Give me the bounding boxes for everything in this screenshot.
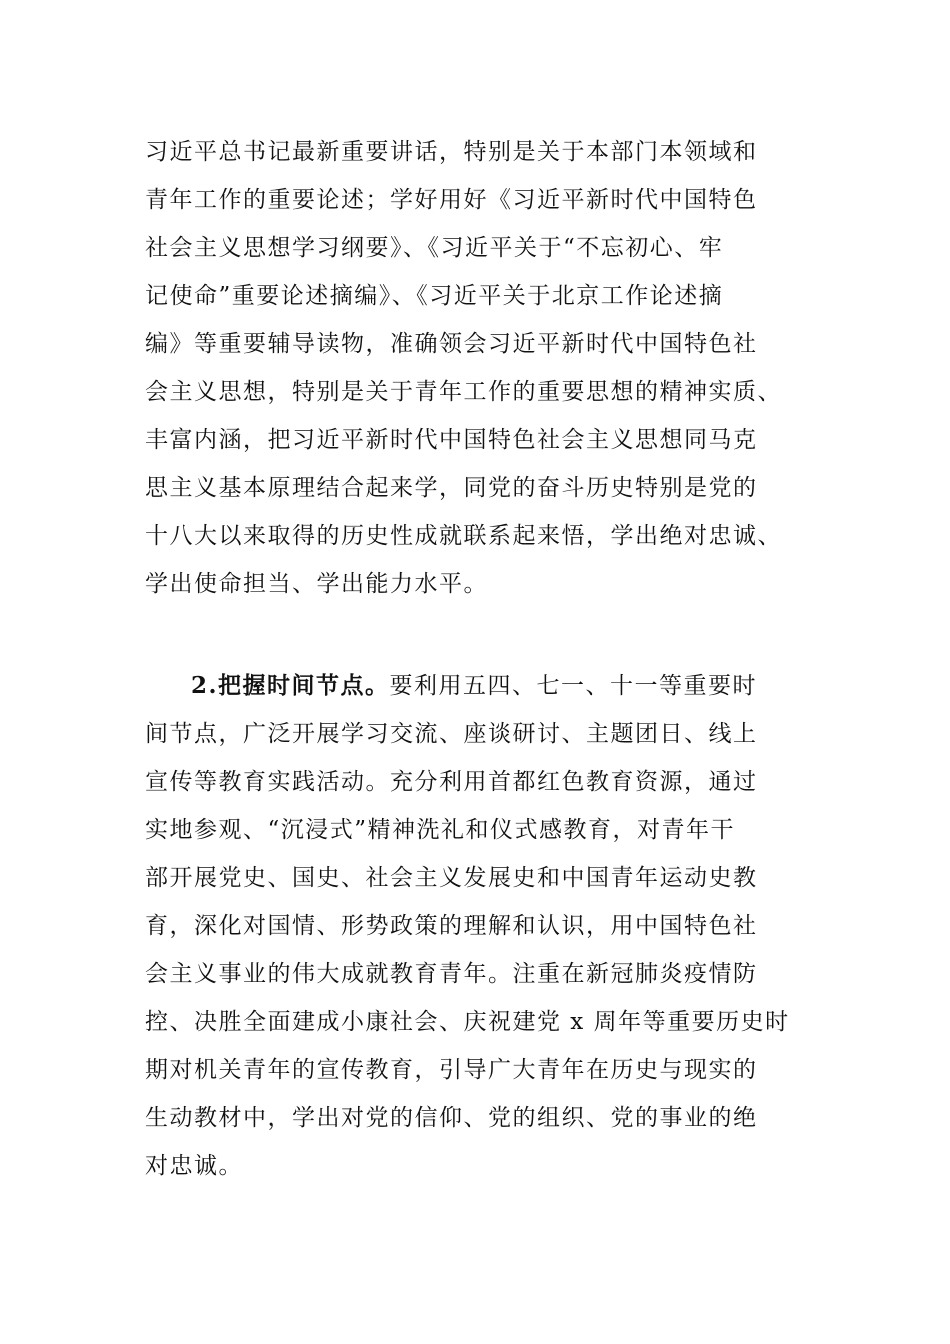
paragraph-2-line: 对忠诚。	[145, 1153, 243, 1179]
paragraph-2-first-line	[191, 662, 757, 710]
section-heading: 2.把握时间节点。	[191, 672, 390, 699]
paragraph-2-line: 间节点，广泛开展学习交流、座谈研讨、主题团日、线上	[145, 721, 758, 747]
paragraph-1-line: 青年工作的重要论述；学好用好《习近平新时代中国特色	[145, 187, 758, 213]
paragraph-2-line: 生动教材中，学出对党的信仰、党的组织、党的事业的绝	[145, 1105, 758, 1131]
paragraph-2-first-line-text: 要利用五四、七一、十一等重要时	[389, 673, 758, 699]
paragraph-1-line: 习近平总书记最新重要讲话，特别是关于本部门本领域和	[145, 139, 758, 165]
paragraph-2-line: 实地参观、“沉浸式”精神洗礼和仪式感教育，对青年干	[145, 817, 736, 843]
paragraph-1-line: 十八大以来取得的历史性成就联系起来悟，学出绝对忠诚、	[145, 523, 782, 549]
paragraph-1-line: 社会主义思想学习纲要》、《习近平关于“不忘初心、牢	[145, 235, 724, 261]
paragraph-1-line: 编》等重要辅导读物，准确领会习近平新时代中国特色社	[145, 331, 758, 357]
paragraph-2-line: 控、决胜全面建成小康社会、庆祝建党 x 周年等重要历史时	[145, 1009, 790, 1035]
paragraph-2-line: 部开展党史、国史、社会主义发展史和中国青年运动史教	[145, 865, 758, 891]
paragraph-2-line: 宣传等教育实践活动。充分利用首都红色教育资源，通过	[145, 769, 758, 795]
paragraph-1-line: 会主义思想，特别是关于青年工作的重要思想的精神实质、	[145, 379, 782, 405]
paragraph-1-line: 记使命”重要论述摘编》、《习近平关于北京工作论述摘	[145, 283, 724, 309]
paragraph-2-line: 育，深化对国情、形势政策的理解和认识，用中国特色社	[145, 913, 758, 939]
paragraph-1-line: 思主义基本原理结合起来学，同党的奋斗历史特别是党的	[145, 475, 758, 501]
paragraph-1-line: 学出使命担当、学出能力水平。	[145, 571, 488, 597]
paragraph-2-line: 会主义事业的伟大成就教育青年。注重在新冠肺炎疫情防	[145, 961, 758, 987]
paragraph-2-line: 期对机关青年的宣传教育，引导广大青年在历史与现实的	[145, 1057, 758, 1083]
paragraph-1-line: 丰富内涵，把习近平新时代中国特色社会主义思想同马克	[145, 427, 758, 453]
